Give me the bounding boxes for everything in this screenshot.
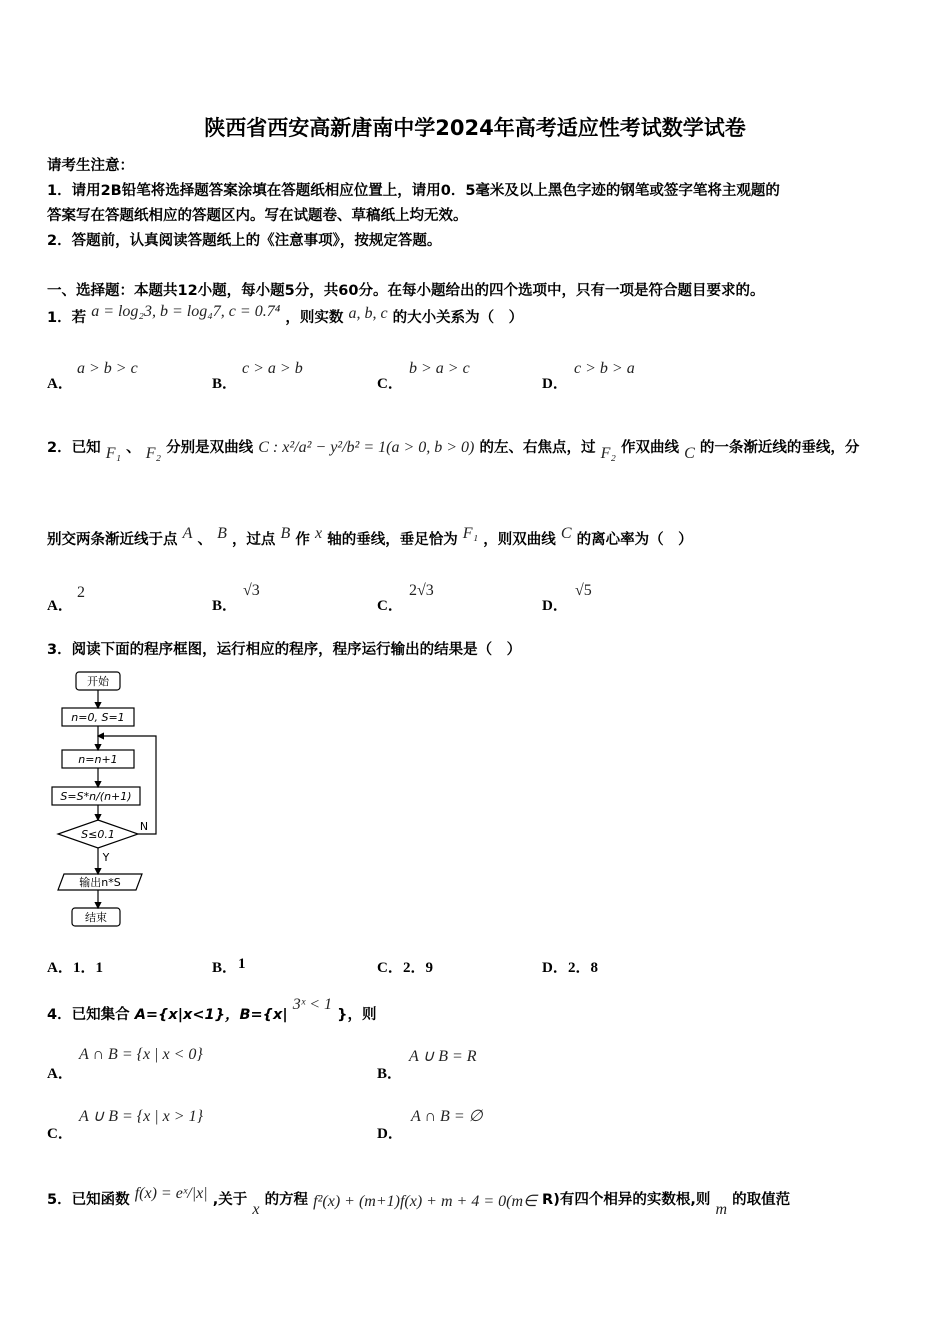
page-title: 陕西省西安高新唐南中学2024年高考适应性考试数学试卷 (204, 116, 746, 140)
q5-m: m (715, 1201, 727, 1218)
q2-option-d-label[interactable]: D． (542, 598, 568, 614)
q2-l2g: 的离心率为（ ） (576, 532, 693, 548)
q2-f2b: F₂ (600, 445, 616, 462)
q5-function: f(x) = eˣ/|x| (134, 1185, 208, 1202)
q2-option-b-label[interactable]: B． (212, 598, 238, 614)
q2-x: x (315, 525, 323, 542)
q2-options (47, 582, 907, 612)
q2-c: C (684, 445, 695, 462)
flow-output-label: 输出n*S (79, 876, 121, 889)
q4-option-c-label[interactable]: C． (47, 1126, 73, 1142)
notice-heading: 请考生注意： (47, 158, 134, 174)
q2-option-d[interactable]: √5 (575, 582, 592, 599)
q2-option-c[interactable]: 2√3 (409, 582, 434, 599)
q3-option-d-label[interactable]: D． (542, 960, 568, 976)
q2-option-a[interactable]: 2 (77, 584, 85, 601)
q1-suffix: 的大小关系为（ ） (392, 310, 524, 326)
q2-point-a: A (182, 525, 193, 542)
q1-mid: ，则实数 (285, 310, 344, 326)
notice-item-1-line-2: 答案写在答题纸相应的答题区内。写在试题卷、草稿纸上均无效。 (47, 208, 468, 224)
q2-option-b[interactable]: √3 (243, 582, 260, 599)
q1-option-b[interactable]: c > a > b (242, 360, 303, 377)
q4-option-a-label[interactable]: A． (47, 1066, 73, 1082)
q1-options (47, 360, 907, 390)
question-2-line-2 (47, 525, 693, 549)
q2-t2: 、 (126, 440, 141, 456)
q2-l2d: 作 (295, 532, 310, 548)
q5-t1: 5．已知函数 (47, 1192, 130, 1208)
q1-option-a[interactable]: a > b > c (77, 360, 138, 377)
q1-prefix: 1．若 (47, 310, 87, 326)
q3-option-d[interactable]: 2．8 (568, 960, 599, 976)
q1-option-a-label[interactable]: A． (47, 376, 73, 392)
q3-option-b[interactable]: 1 (238, 956, 246, 972)
q3-option-c-label[interactable]: C． (377, 960, 403, 976)
question-3: 3．阅读下面的程序框图，运行相应的程序，程序运行输出的结果是（ ） (47, 642, 522, 658)
q4-option-b-label[interactable]: B． (377, 1066, 403, 1082)
q1-vars: a, b, c (348, 305, 388, 322)
q1-option-c-label[interactable]: C． (377, 376, 403, 392)
q5-equation: f²(x) + (m+1)f(x) + m + 4 = 0(m∈ (313, 1193, 537, 1210)
section-1-heading: 一、选择题：本题共12小题，每小题5分，共60分。在每小题给出的四个选项中，只有一项是符合题目要求的。 (47, 283, 765, 299)
q2-t4: 的左、右焦点，过 (479, 440, 596, 456)
q1-option-b-label[interactable]: B． (212, 376, 238, 392)
q4-t2: }，则 (337, 1007, 377, 1023)
q2-l2f: ，则双曲线 (483, 532, 556, 548)
q2-f2: F₂ (145, 445, 162, 462)
question-2-line-1 (47, 436, 860, 462)
q2-f1: F₁ (105, 445, 122, 462)
flow-inc-label: n=n+1 (78, 753, 118, 766)
question-5 (47, 1185, 791, 1218)
q5-t5: 的取值范 (732, 1192, 791, 1208)
question-1 (47, 303, 524, 327)
q4-t1: 4．已知集合 (47, 1007, 130, 1023)
q2-l2b: 、 (197, 532, 212, 548)
q2-t5: 作双曲线 (621, 440, 679, 456)
q2-t3: 分别是双曲线 (166, 440, 254, 456)
q5-t4: R)有四个相异的实数根,则 (542, 1192, 711, 1208)
q1-option-d[interactable]: c > b > a (574, 360, 635, 377)
q1-option-c[interactable]: b > a > c (409, 360, 470, 377)
q2-t1: 2．已知 (47, 440, 101, 456)
q1-expression: a = log₂3, b = log₄7, c = 0.7⁴ (91, 303, 281, 320)
q4-options-row-2 (47, 1106, 907, 1140)
q4-option-a[interactable]: A ∩ B = {x | x < 0} (79, 1046, 203, 1063)
q2-point-b2: B (280, 525, 291, 542)
flow-yes-label: Y (102, 851, 110, 864)
q3-option-a[interactable]: 1．1 (73, 960, 104, 976)
q2-hyperbola-equation: C : x²/a² − y²/b² = 1(a > 0, b > 0) (258, 439, 475, 456)
q4-condition: 3ˣ < 1 (292, 996, 333, 1013)
q3-option-a-label[interactable]: A． (47, 960, 73, 976)
q2-l2c: ，过点 (231, 532, 276, 548)
flow-init-label: n=0, S=1 (71, 711, 125, 724)
q2-f1b: F₁ (462, 525, 479, 542)
q3-option-c[interactable]: 2．9 (403, 960, 434, 976)
q5-x: x (252, 1201, 260, 1218)
q4-sets: A={x|x<1}，B={x| (134, 1007, 288, 1023)
q4-options-row-1 (47, 1046, 907, 1080)
q2-option-c-label[interactable]: C． (377, 598, 403, 614)
q4-option-d[interactable]: A ∩ B = ∅ (411, 1108, 483, 1125)
q2-option-a-label[interactable]: A． (47, 598, 73, 614)
q4-option-b[interactable]: A ∪ B = R (409, 1048, 477, 1065)
q3-options (47, 956, 907, 978)
flow-update-label: S=S*n/(n+1) (60, 790, 132, 803)
question-4 (47, 996, 377, 1024)
notice-item-2: 2．答题前，认真阅读答题纸上的《注意事项》，按规定答题。 (47, 233, 442, 249)
flow-end-label: 结束 (85, 911, 107, 924)
q2-point-b: B (217, 525, 227, 542)
q2-c2: C (560, 525, 572, 542)
q3-option-b-label[interactable]: B． (212, 960, 238, 976)
flow-start-label: 开始 (87, 675, 109, 688)
flow-condition-label: S≤0.1 (81, 828, 115, 841)
flowchart (50, 668, 170, 930)
q4-option-c[interactable]: A ∪ B = {x | x > 1} (79, 1108, 203, 1125)
q2-l2e: 轴的垂线，垂足恰为 (327, 532, 458, 548)
notice-item-1-line-1: 1．请用2B铅笔将选择题答案涂填在答题纸相应位置上，请用0．5毫米及以上黑色字迹的钢笔或签字笔将主观题的 (47, 183, 780, 199)
q4-option-d-label[interactable]: D． (377, 1126, 403, 1142)
q2-t6: 的一条渐近线的垂线，分 (699, 440, 860, 456)
q5-t2: ,关于 (212, 1192, 248, 1208)
q1-option-d-label[interactable]: D． (542, 376, 568, 392)
q2-l2a: 别交两条渐近线于点 (47, 532, 178, 548)
q5-t3: 的方程 (264, 1192, 309, 1208)
flow-no-label: N (139, 820, 149, 833)
